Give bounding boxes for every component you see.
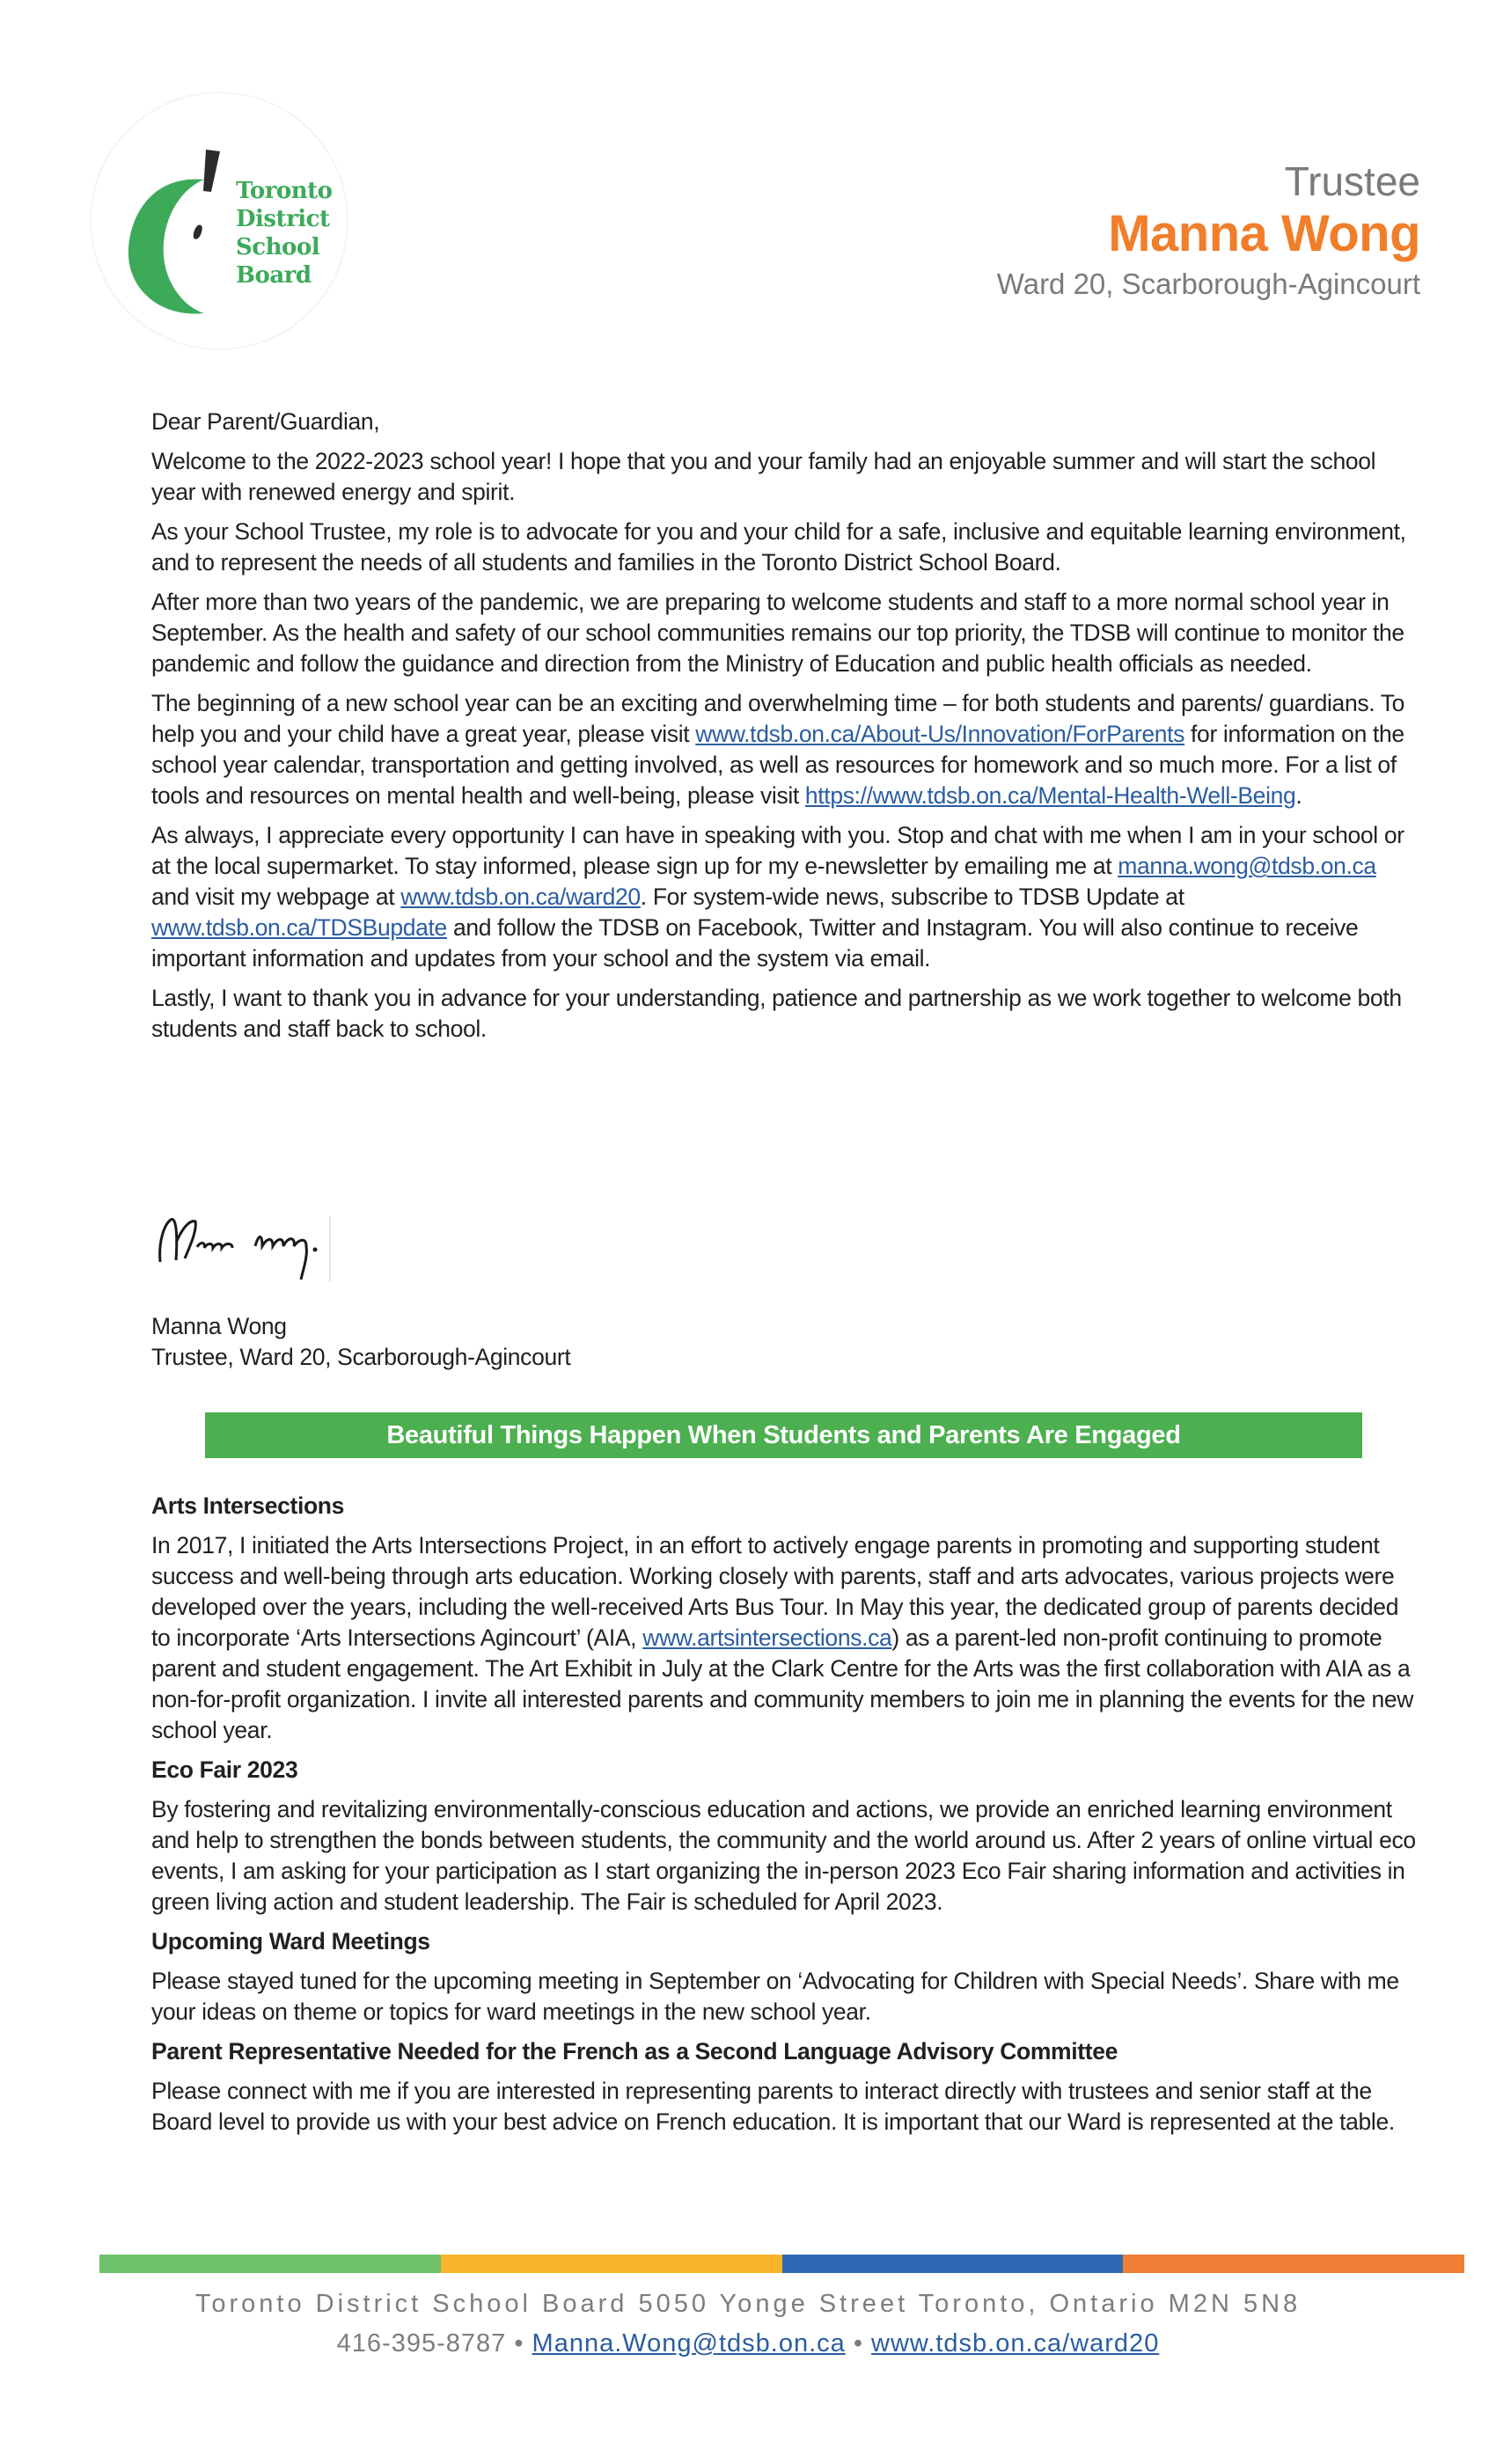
text: for information on the school year calendar, transportation and getting involved, as well as resources for homework and so much more. For a list of tools and resources on mental health and well-being, please visit (151, 721, 1404, 809)
footer-color-bar (99, 2255, 1464, 2273)
separator: • (853, 2329, 863, 2358)
mental-health-link[interactable]: https://www.tdsb.on.ca/Mental-Health-Well-Being (804, 782, 1296, 809)
section-body-arts (151, 1530, 1419, 1746)
section-heading-fsl-committee: Parent Representative Needed for the French as a Second Language Advisory Committee (151, 2038, 1118, 2064)
section-body-fsl-committee: Please connect with me if you are interested in representing parents to interact directly with trustees and senior staff at the Board level to provide us with your best advice on French education. It is important that our Ward is represented at the table. (151, 2078, 1395, 2135)
news-sections (151, 1491, 1419, 2146)
signature-block (151, 1311, 570, 1373)
text: In 2017, I initiated the Arts Intersections Project, in an effort to actively engage parents in promoting and supporting student success and well-being through arts education. Working closely with parents, staff and arts advocates, various projects were developed over the years, including the well-received Arts Bus Tour. In May this year, the dedicated group of parents decided to incorporate ‘Arts Intersections Agincourt’ (AIA, (151, 1532, 1399, 1651)
section-heading-eco-fair: Eco Fair 2023 (151, 1756, 298, 1783)
color-segment-blue (782, 2255, 1124, 2273)
text: ) as a parent-led non-profit continuing to promote parent and student engagement. The Art Exhibit in July at the Clark Centre for the Arts was the first collaboration with AIA as a non-for-profit organization. I invite all interested parents and community members to join me in planning the events for the new school year. (151, 1624, 1414, 1743)
color-segment-yellow (441, 2255, 782, 2273)
trustee-name: Manna Wong (1108, 205, 1420, 262)
footer-contact (0, 2326, 1496, 2361)
salutation: Dear Parent/Guardian, (151, 408, 380, 435)
signer-title: Trustee, Ward 20, Scarborough-Agincourt (151, 1344, 571, 1370)
paragraph-role: As your School Trustee, my role is to advocate for you and your child for a safe, inclusive and equitable learning environment, and to represent the needs of all students and families in the Toronto District School Board. (151, 518, 1406, 576)
signer-name: Manna Wong (151, 1313, 287, 1339)
paragraph-welcome: Welcome to the 2022-2023 school year! I hope that you and your family had an enjoyable summer and will start the school year with renewed energy and spirit. (151, 448, 1376, 505)
tdsb-update-link[interactable]: www.tdsb.on.ca/TDSBupdate (151, 914, 447, 941)
logo-line: School (236, 234, 320, 260)
ward20-link[interactable]: www.tdsb.on.ca/ward20 (400, 884, 641, 910)
text: . For system-wide news, subscribe to TDSB Update at (640, 884, 1184, 910)
email-link[interactable]: manna.wong@tdsb.on.ca (1118, 853, 1376, 879)
for-parents-link[interactable]: www.tdsb.on.ca/About-Us/Innovation/ForParents (695, 721, 1185, 747)
trustee-header (997, 157, 1420, 306)
separator: • (514, 2329, 524, 2358)
letter-body (151, 407, 1419, 1053)
color-segment-orange (1123, 2255, 1464, 2273)
logo-line: District (236, 206, 330, 232)
tdsb-logo (92, 93, 347, 348)
paragraph-thanks: Lastly, I want to thank you in advance for your understanding, patience and partnership as we work together to welcome both students and staff back to school. (151, 985, 1402, 1042)
paragraph-pandemic: After more than two years of the pandemic, we are preparing to welcome students and staff to a more normal school year in September. As the health and safety of our school communities remains our top priority, the TDSB will continue to monitor the pandemic and follow the guidance and direction from the Ministry of Education and public health officials as needed. (151, 589, 1404, 677)
arts-intersections-link[interactable]: www.artsintersections.ca (642, 1624, 892, 1651)
text: . (1295, 782, 1302, 809)
trustee-label: Trustee (1284, 158, 1420, 204)
paragraph-new-year (151, 688, 1419, 811)
logo-wordmark (236, 177, 333, 290)
section-heading-arts: Arts Intersections (151, 1492, 345, 1519)
text: The beginning of a new school year can be an exciting and overwhelming time – for both students and parents/ guardians. To help you and your child have a great year, please visit (151, 690, 1405, 747)
text: and follow the TDSB on Facebook, Twitter and Instagram. You will also continue to receive important information and updates from your school and the system via email. (151, 914, 1359, 972)
footer-email-link[interactable]: Manna.Wong@tdsb.on.ca (532, 2329, 846, 2358)
trustee-ward: Ward 20, Scarborough-Agincourt (996, 268, 1420, 300)
logo-line: Toronto (236, 178, 333, 204)
section-heading-ward-meetings: Upcoming Ward Meetings (151, 1928, 430, 1954)
section-body-eco-fair: By fostering and revitalizing environmentally-conscious education and actions, we provide an enriched learning environment and help to strengthen the bonds between students, the community and the world around us. After 2 years of online virtual eco events, I am asking for your participation as I start organizing the in-person 2023 Eco Fair sharing information and activities in green living action and student leadership. The Fair is scheduled for April 2023. (151, 1796, 1416, 1915)
handwritten-signature-icon (151, 1207, 389, 1287)
section-banner: Beautiful Things Happen When Students and Parents Are Engaged (205, 1412, 1362, 1458)
paragraph-contact (151, 820, 1419, 974)
footer-phone: 416-395-8787 (336, 2329, 507, 2358)
logo-line: Board (236, 262, 312, 289)
section-body-ward-meetings: Please stayed tuned for the upcoming meeting in September on ‘Advocating for Children with Special Needs’. Share with me your ideas on theme or topics for ward meetings in the new school year. (151, 1968, 1399, 2025)
text: As always, I appreciate every opportunity I can have in speaking with you. Stop and chat with me when I am in your school or at the local supermarket. To stay informed, please sign up for my e-newsletter by emailing me at (151, 822, 1404, 879)
footer-website-link[interactable]: www.tdsb.on.ca/ward20 (871, 2329, 1160, 2358)
text: and visit my webpage at (151, 884, 401, 910)
color-segment-green (99, 2255, 441, 2273)
footer-address: Toronto District School Board 5050 Yonge Street Toronto, Ontario M2N 5N8 (194, 2290, 1302, 2318)
